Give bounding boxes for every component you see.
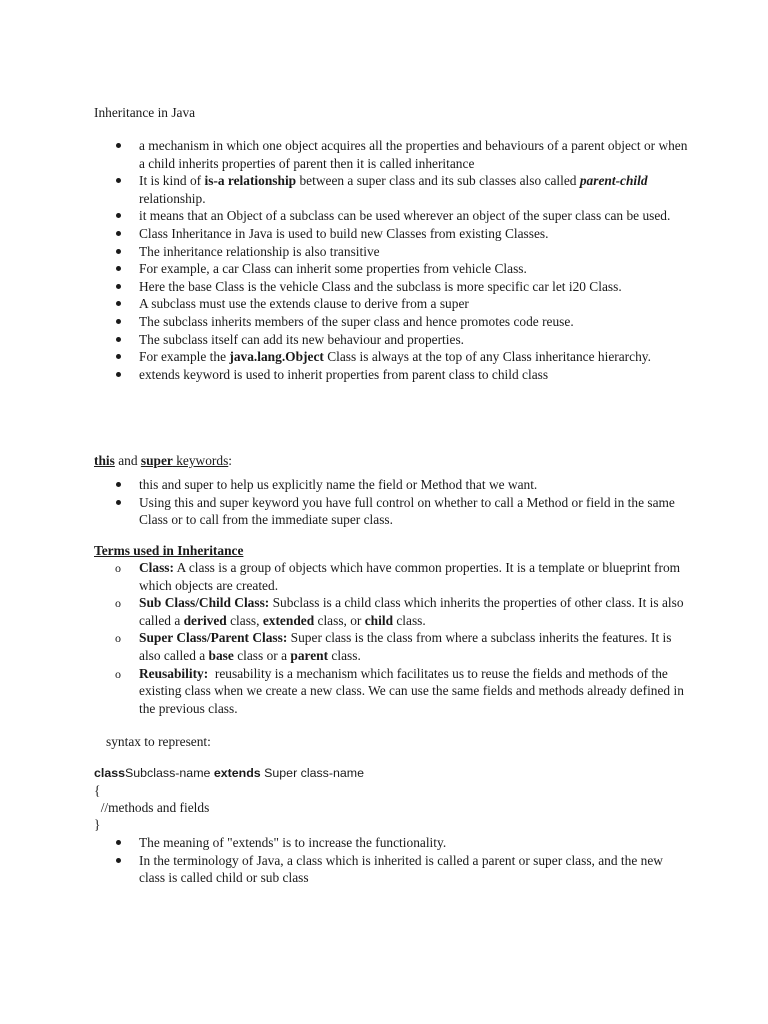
this-super-heading: this and super keywords: [94, 453, 233, 468]
terms-heading: Terms used in Inheritance [94, 543, 244, 558]
bullet-icon [116, 354, 121, 359]
list-item: The subclass inherits members of the super class and hence promotes code reuse. [0, 313, 768, 331]
list-item: For example the java.lang.Object Class is always at the top of any Class inheritance hierarchy. [0, 348, 768, 366]
list-item: Here the base Class is the vehicle Class and the subclass is more specific car let i20 Class. [0, 278, 768, 296]
intro-bullet-list [0, 137, 768, 383]
list-item: A subclass must use the extends clause to derive from a super [0, 295, 768, 313]
syntax-open-brace: { [94, 783, 101, 798]
list-item: The subclass itself can add its new behaviour and properties. [0, 331, 768, 349]
list-item: o Sub Class/Child Class: Subclass is a child class which inherits the properties of other class. It is also called a derived class, extended class, or child class. [115, 595, 684, 628]
circle-bullet-icon: o [115, 561, 121, 575]
page-title: Inheritance in Java [94, 105, 196, 120]
list-item: In the terminology of Java, a class which is inherited is called a parent or super class, and the new class is called child or sub class [0, 852, 768, 887]
list-item: o Class: A class is a group of objects which have common properties. It is a template or blueprint from which objects are created. [115, 560, 681, 593]
list-item: It is kind of is-a relationship between a super class and its sub classes also called parent-child relationship. [0, 172, 768, 207]
list-item: a mechanism in which one object acquires all the properties and behaviours of a parent object or when a child inherits properties of parent then it is called inheritance [0, 137, 768, 172]
list-item: The meaning of "extends" is to increase the functionality. [0, 834, 768, 852]
syntax-close-brace: } [94, 817, 101, 832]
circle-bullet-icon: o [115, 596, 121, 611]
bullet-icon [116, 500, 121, 505]
syntax-intro: syntax to represent: [106, 734, 211, 749]
bullet-icon [116, 178, 121, 183]
bullet-icon [116, 231, 121, 236]
list-item: extends keyword is used to inherit properties from parent class to child class [0, 366, 768, 384]
list-item: Class Inheritance in Java is used to build new Classes from existing Classes. [0, 225, 768, 243]
bullet-icon [116, 482, 121, 487]
terms-list [0, 559, 768, 717]
syntax-declaration: classSubclass-name extends Super class-name [94, 766, 364, 780]
list-item: Using this and super keyword you have full control on whether to call a Method or field in the same Class or to call from the immediate super class. [0, 494, 768, 529]
bullet-icon [116, 143, 121, 148]
final-bullet-list [0, 834, 768, 887]
bullet-icon [116, 284, 121, 289]
bullet-icon [116, 266, 121, 271]
bullet-icon [116, 319, 121, 324]
circle-bullet-icon: o [115, 631, 121, 646]
bullet-icon [116, 213, 121, 218]
bullet-icon [116, 337, 121, 342]
list-item: it means that an Object of a subclass can be used wherever an object of the super class can be used. [0, 207, 768, 225]
list-item: The inheritance relationship is also transitive [0, 243, 768, 261]
syntax-comment: //methods and fields [94, 800, 210, 815]
bullet-icon [116, 249, 121, 254]
list-item: this and super to help us explicitly name the field or Method that we want. [0, 476, 768, 494]
bullet-icon [116, 301, 121, 306]
bullet-icon [116, 840, 121, 845]
this-super-bullet-list [0, 476, 768, 529]
list-item: o Super Class/Parent Class: Super class is the class from where a subclass inherits the features. It is also called a base class or a parent class. [115, 630, 672, 663]
list-item: o Reusability: reusability is a mechanism which facilitates us to reuse the fields and methods of the existing class when we create a new class. We can use the same fields and methods already defined in the previous class. [115, 665, 688, 716]
bullet-icon [116, 372, 121, 377]
circle-bullet-icon: o [115, 666, 121, 681]
bullet-icon [116, 858, 121, 863]
list-item: For example, a car Class can inherit some properties from vehicle Class. [0, 260, 768, 278]
